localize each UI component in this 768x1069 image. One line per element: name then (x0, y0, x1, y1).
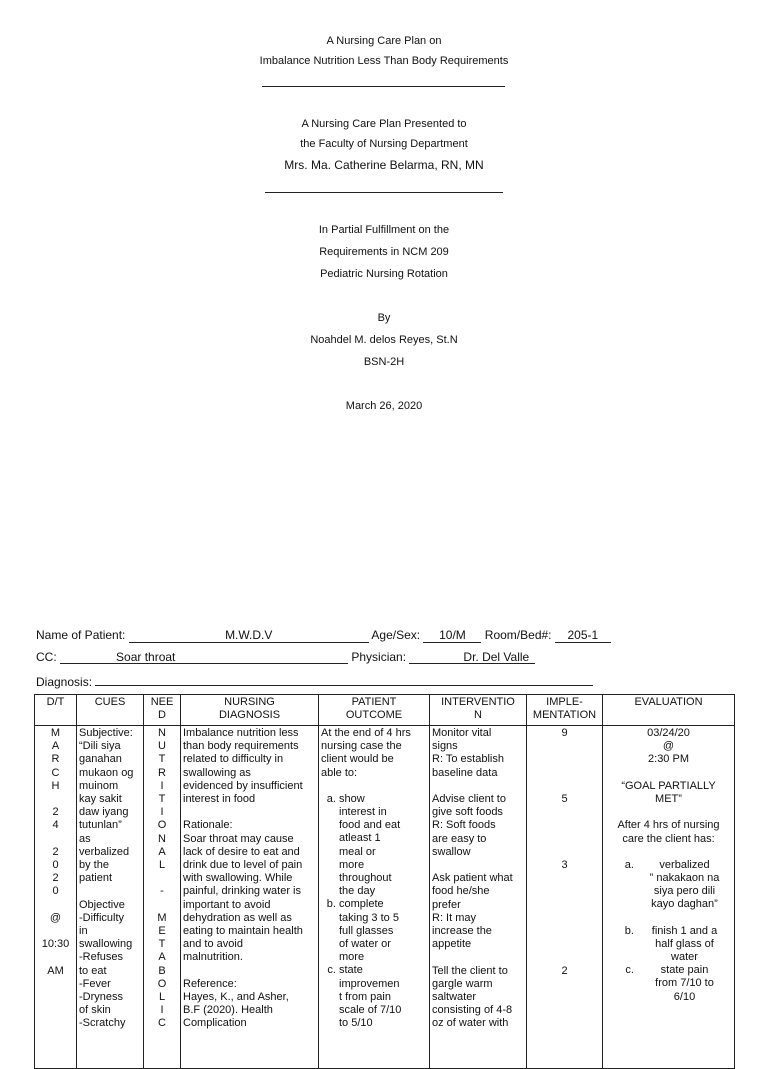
presented-line1: A Nursing Care Plan Presented to (301, 118, 467, 130)
agesex-value: 10/M (423, 629, 481, 643)
presented-line2: the Faculty of Nursing Department (300, 138, 468, 150)
header-cues: CUES (77, 695, 144, 726)
author-section: BSN-2H (363, 356, 405, 368)
table-row (35, 726, 735, 1069)
table-header-row (35, 695, 735, 726)
presented-instructor: Mrs. Ma. Catherine Belarma, RN, MN (284, 158, 484, 172)
title-divider (262, 86, 505, 87)
outcome-list (321, 793, 427, 1031)
cell-need: N U T R I T I O N A L - M E T A B O L I C (144, 726, 181, 1069)
cover-date: March 26, 2020 (345, 400, 423, 412)
header-evaluation: EVALUATION (603, 695, 735, 726)
partial-line1: In Partial Fulfillment on the (318, 224, 450, 236)
patient-info-row2 (36, 650, 535, 664)
cover-title-line2: Imbalance Nutrition Less Than Body Requirements (259, 55, 509, 67)
outcome-intro: At the end of 4 hrs nursing case the client would be able to: (321, 727, 411, 779)
evaluation-list (605, 859, 732, 1004)
cell-diagnosis: Imbalance nutrition less than body requirements related to difficulty in swallowing as evidenced by insufficient interest in food Rationale: Soar throat may cause lack of desire to eat and drink due to level of pain with swallowing. While painful, drinking water is important to avoid dehydration as well as eating to maintain health and to avoid malnutrition. Reference: Hayes, K., and Asher, B.F (2020). Health Complication (181, 726, 319, 1069)
partial-line3: Pediatric Nursing Rotation (320, 268, 448, 280)
diagnosis-label: Diagnosis: (36, 675, 93, 689)
room-label: Room/Bed#: (484, 628, 552, 642)
diagnosis-blank (95, 672, 593, 686)
cover-title-line1: A Nursing Care Plan on (326, 35, 442, 47)
name-label: Name of Patient: (36, 628, 126, 642)
header-dt: D/T (35, 695, 77, 726)
physician-value: Dr. Del Valle (409, 651, 535, 664)
by-label: By (377, 312, 391, 324)
header-intervention: INTERVENTIO N (430, 695, 527, 726)
presented-divider (265, 192, 503, 193)
patient-info-row1 (36, 628, 611, 643)
author-name: Noahdel M. delos Reyes, St.N (310, 334, 458, 346)
agesex-label: Age/Sex: (371, 628, 421, 642)
cell-evaluation (603, 726, 735, 1069)
cc-value: Soar throat (60, 651, 348, 664)
header-need: NEE D (144, 695, 181, 726)
cell-outcome (319, 726, 430, 1069)
patient-info-row3 (36, 672, 593, 689)
evaluation-item-c: c. state pain from 7/10 to 6/10 (637, 964, 732, 1004)
evaluation-top: 03/24/20 @ 2:30 PM “GOAL PARTIALLY MET” After 4 hrs of nursing care the client has: (617, 727, 720, 845)
cc-label: CC: (36, 650, 57, 664)
header-outcome: PATIENT OUTCOME (319, 695, 430, 726)
cell-implementation: 9 5 3 2 (527, 726, 603, 1069)
room-value: 205-1 (555, 629, 611, 643)
header-implementation: IMPLE- MENTATION (527, 695, 603, 726)
cell-dt: M A R C H 2 4 2 0 2 0 @ 10:30 AM (35, 726, 77, 1069)
evaluation-item-b: b. finish 1 and a half glass of water (637, 925, 732, 965)
outcome-item-b: b. complete taking 3 to 5 full glasses of water or more (339, 898, 427, 964)
header-diagnosis: NURSING DIAGNOSIS (181, 695, 319, 726)
care-plan-table (34, 694, 735, 1069)
evaluation-item-a: a. verbalized ” nakakaon na siya pero dili kayo daghan” (637, 859, 732, 912)
outcome-item-c: c. state improvemen t from pain scale of 7/10 to 5/10 (339, 964, 427, 1030)
cell-cues: Subjective: “Dili siya ganahan mukaon og muinom kay sakit daw iyang tutunlan” as verbalized by the patient Objective -Difficulty in swallowing -Refuses to eat -Fever -Dryness of skin -Scratchy (77, 726, 144, 1069)
physician-label: Physician: (351, 650, 407, 664)
partial-line2: Requirements in NCM 209 (319, 246, 449, 258)
name-value: M.W.D.V (129, 629, 369, 643)
outcome-item-a: a. show interest in food and eat atleast 1 meal or more throughout the day (339, 793, 427, 899)
cell-intervention: Monitor vital signs R: To establish baseline data Advise client to give soft foods R: Soft foods are easy to swallow Ask patient what food he/she prefer R: It may increase the appetite Tell the client to gargle warm saltwater consisting of 4-8 oz of water with (430, 726, 527, 1069)
